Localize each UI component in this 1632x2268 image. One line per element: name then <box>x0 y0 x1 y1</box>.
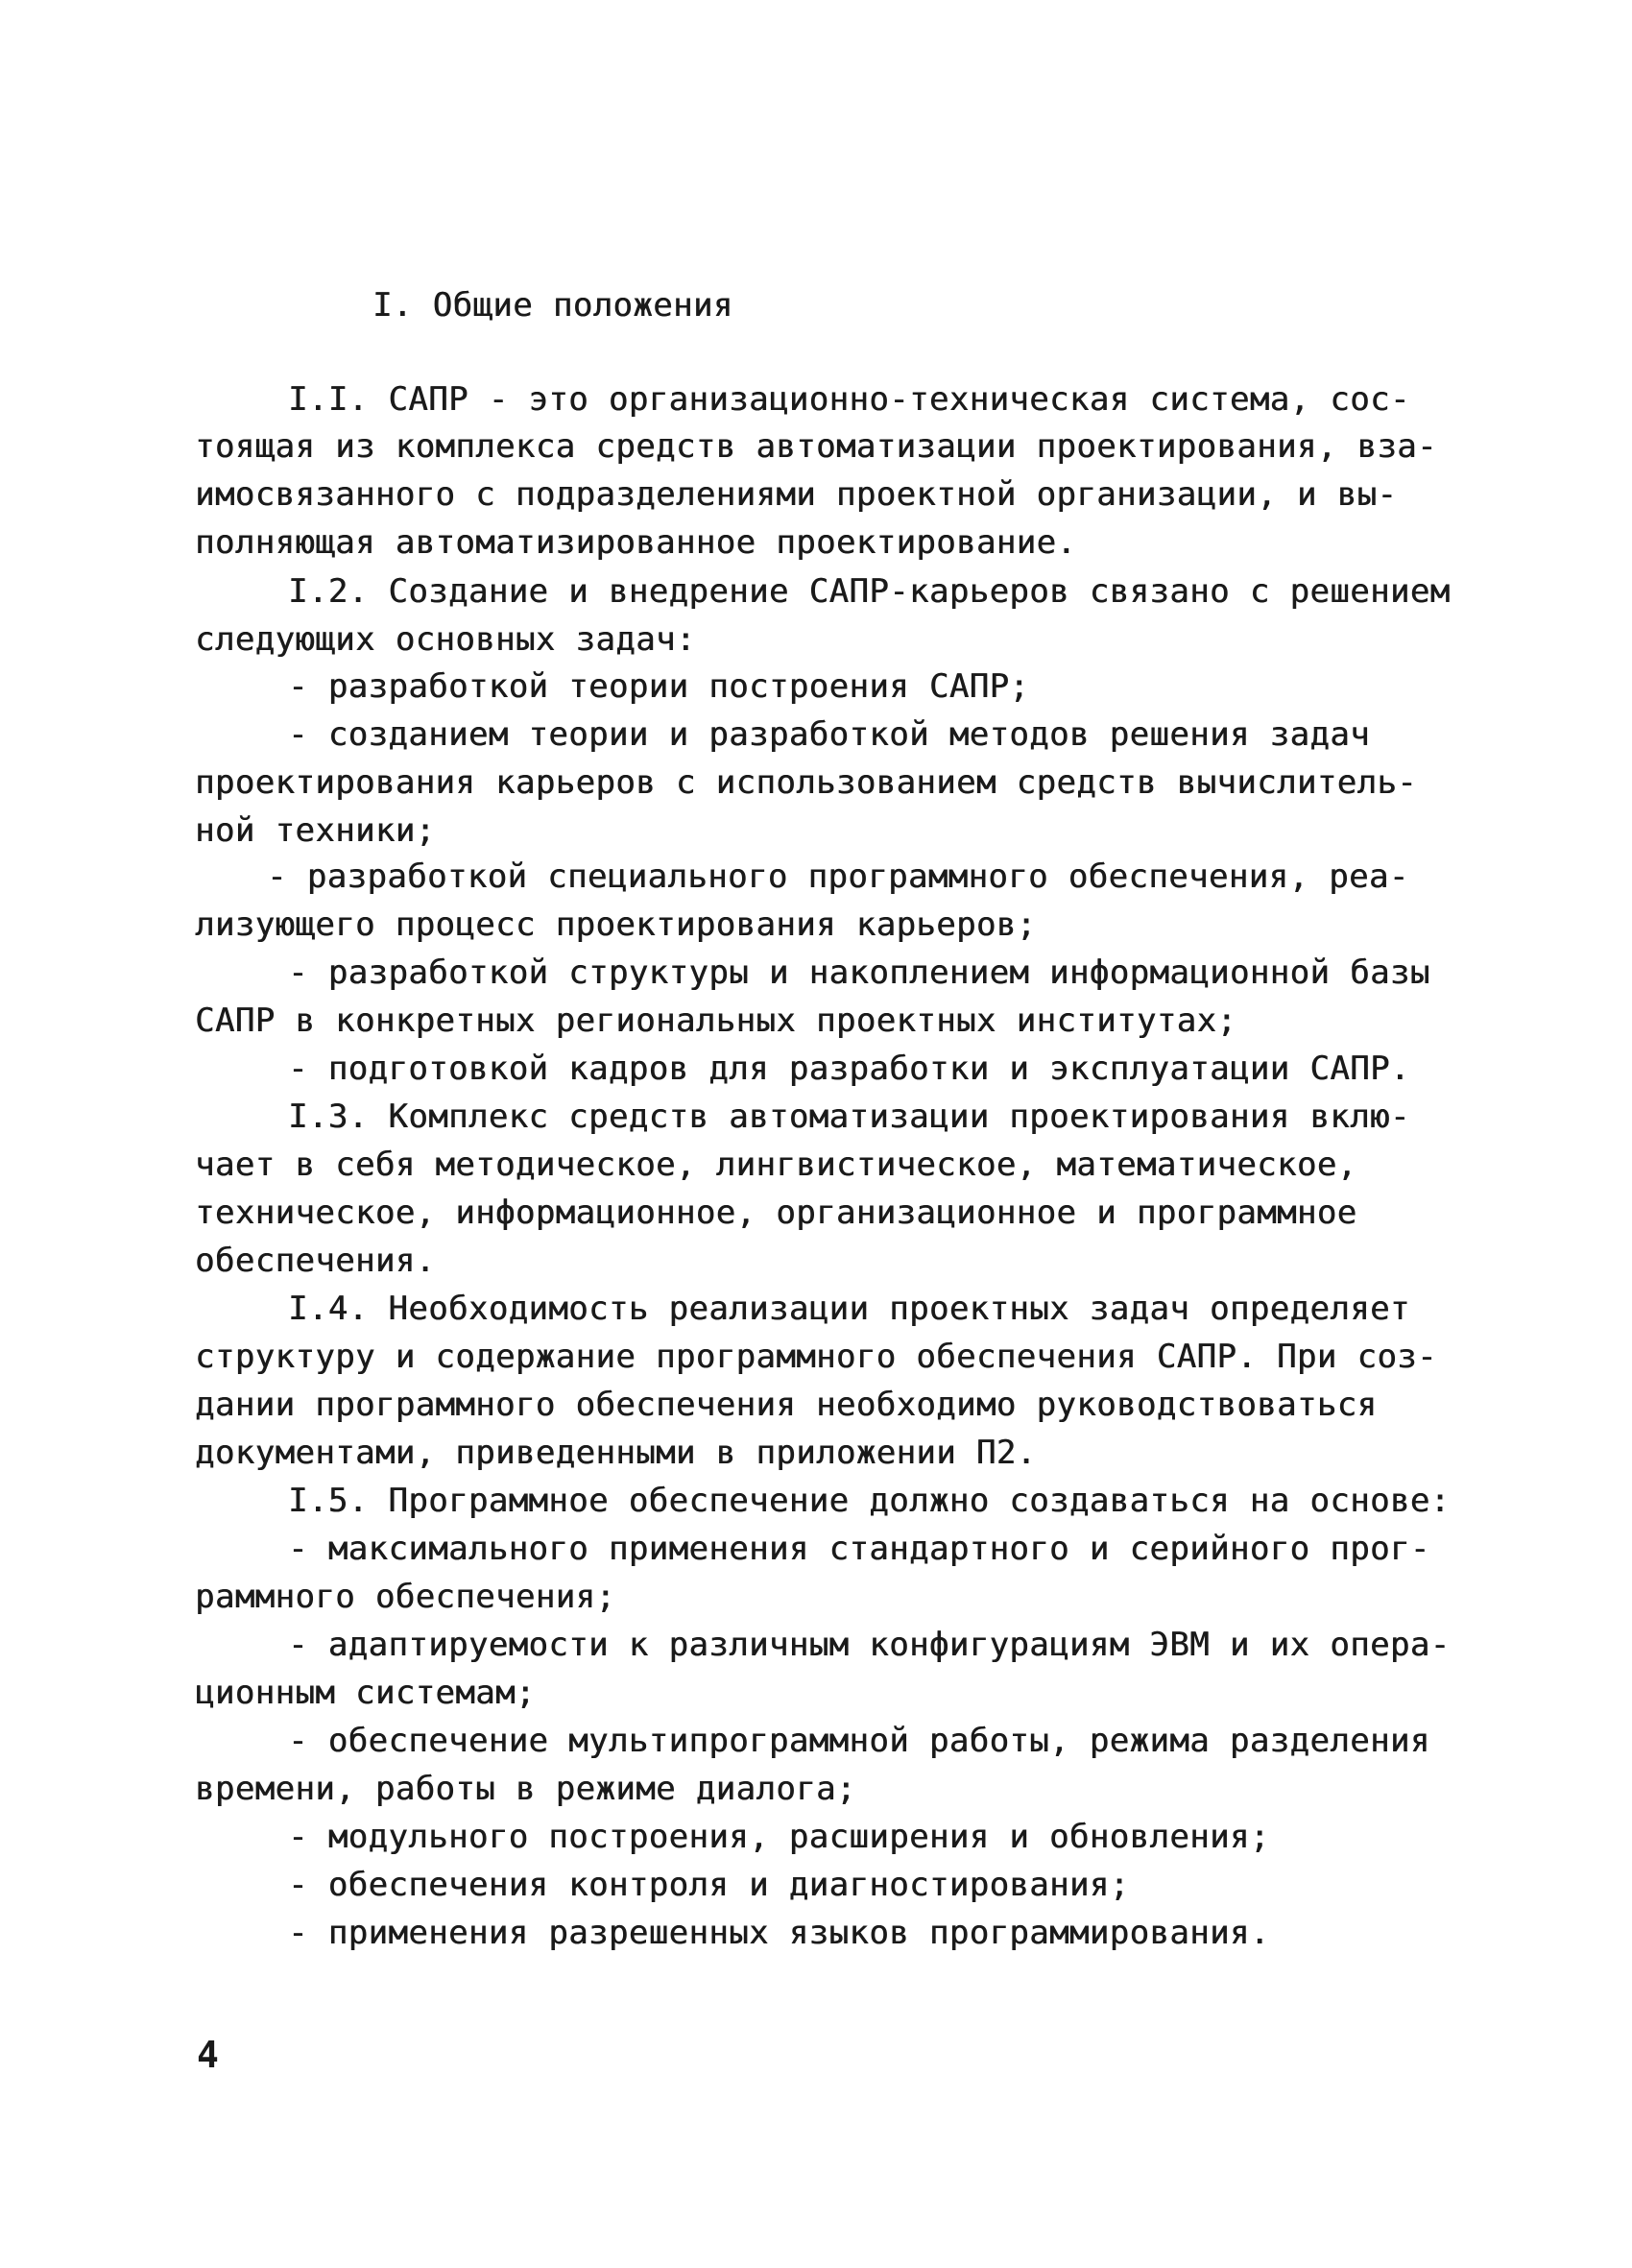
section-title: I. Общие положения <box>372 286 733 325</box>
paragraph-line-3-3: техническое, информационное, организационное и программное <box>195 1194 1357 1232</box>
list-item-line-5: - разработкой специального программного обеспечения, реа- <box>267 857 1409 896</box>
paragraph-line-3-1: I.3. Комплекс средств автоматизации проектирования вклю- <box>288 1098 1410 1136</box>
page-number: 4 <box>197 2034 219 2076</box>
list-item-line-16: - модульного построения, расширения и обновления; <box>288 1818 1270 1856</box>
paragraph-line-1-4: полняющая автоматизированное проектирование. <box>195 523 1077 562</box>
list-item-line-11: раммного обеспечения; <box>195 1578 616 1616</box>
list-item-line-7: - разработкой структуры и накоплением информационной базы <box>288 953 1430 992</box>
list-item-line-1: - разработкой теории построения САПР; <box>288 667 1030 706</box>
list-item-line-10: - максимального применения стандартного и серийного прог- <box>288 1530 1430 1568</box>
paragraph-line-3-2: чает в себя методическое, лингвистическое, математическое, <box>195 1146 1357 1184</box>
list-item-line-6: лизующего процесс проектирования карьеров; <box>195 905 1037 944</box>
paragraph-line-4-3: дании программного обеспечения необходимо руководствоваться <box>195 1386 1378 1424</box>
list-item-line-3: проектирования карьеров с использованием средств вычислитель- <box>195 763 1418 802</box>
paragraph-line-5-1: I.5. Программное обеспечение должно создаваться на основе: <box>288 1482 1451 1520</box>
list-item-line-8: САПР в конкретных региональных проектных институтах; <box>195 1001 1237 1040</box>
paragraph-line-2-1: I.2. Создание и внедрение САПР-карьеров связано с решением <box>288 572 1451 611</box>
list-item-line-12: - адаптируемости к различным конфигурациям ЭВМ и их опера- <box>288 1626 1451 1664</box>
list-item-line-4: ной техники; <box>195 811 436 850</box>
list-item-line-9: - подготовкой кадров для разработки и эксплуатации САПР. <box>288 1050 1410 1088</box>
paragraph-line-4-1: I.4. Необходимость реализации проектных задач определяет <box>288 1290 1410 1328</box>
paragraph-line-2-2: следующих основных задач: <box>195 620 696 659</box>
paragraph-line-1-2: тоящая из комплекса средств автоматизации проектирования, вза- <box>195 427 1437 466</box>
list-item-line-18: - применения разрешенных языков программирования. <box>288 1914 1270 1952</box>
list-item-line-14: - обеспечение мультипрограммной работы, режима разделения <box>288 1722 1430 1760</box>
paragraph-line-4-4: документами, приведенными в приложении П2. <box>195 1434 1037 1472</box>
paragraph-line-3-4: обеспечения. <box>195 1242 436 1280</box>
paragraph-line-1-3: имосвязанного с подразделениями проектной организации, и вы- <box>195 475 1398 514</box>
list-item-line-13: ционным системам; <box>195 1674 536 1712</box>
list-item-line-2: - созданием теории и разработкой методов решения задач <box>288 715 1370 754</box>
paragraph-line-4-2: структуру и содержание программного обеспечения САПР. При соз- <box>195 1338 1437 1376</box>
paragraph-line-1-1: I.I. САПР - это организационно-техническая система, сос- <box>288 380 1410 419</box>
list-item-line-17: - обеспечения контроля и диагностирования; <box>288 1866 1130 1904</box>
list-item-line-15: времени, работы в режиме диалога; <box>195 1770 856 1808</box>
